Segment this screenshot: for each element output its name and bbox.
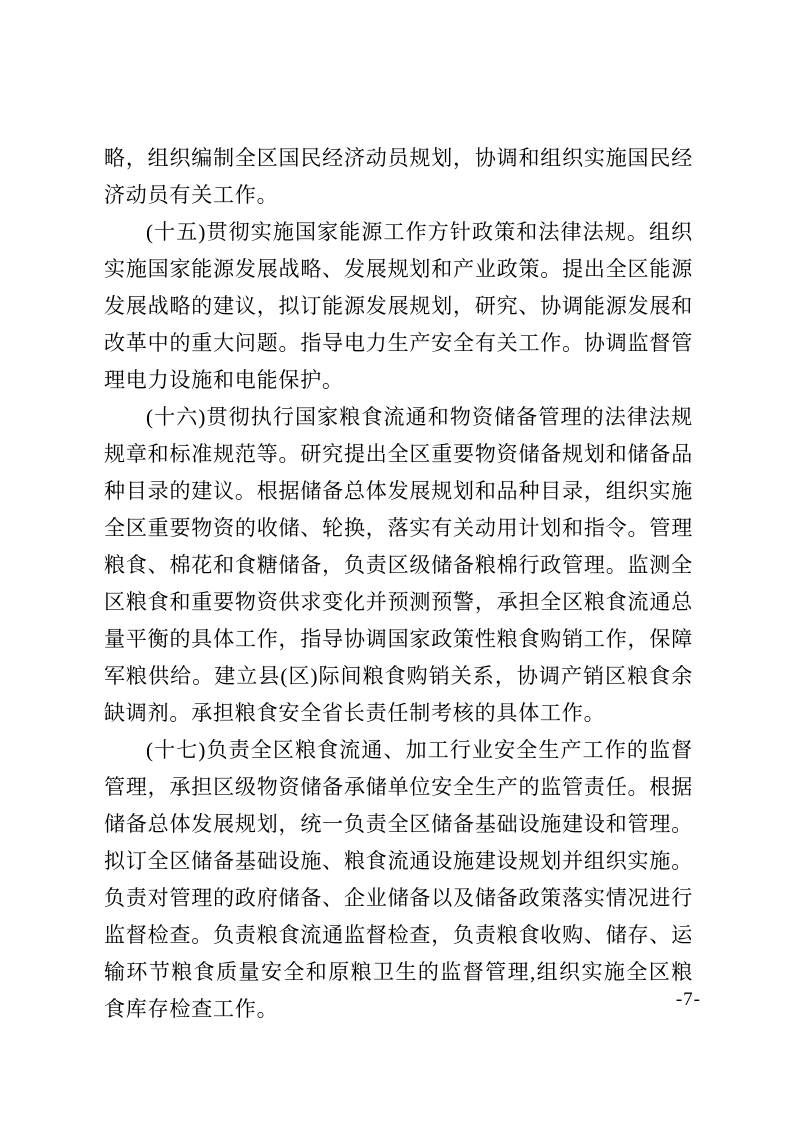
paragraph-continuation: 略，组织编制全区国民经济动员规划，协调和组织实施国民经济动员有关工作。	[104, 146, 693, 207]
paragraph-item-15: (十五)贯彻实施国家能源工作方针政策和法律法规。组织实施国家能源发展战略、发展规划和产业政策。提出全区能源发展战略的建议，拟订能源发展规划，研究、协调能源发展和改革中的重大问题。指导电力生产安全有关工作。协调监督管理电力设施和电能保护。	[104, 220, 693, 392]
paragraph-item-16: (十六)贯彻执行国家粮食流通和物资储备管理的法律法规规章和标准规范等。研究提出全区重要物资储备规划和储备品种目录的建议。根据储备总体发展规划和品种目录，组织实施全区重要物资的收储、轮换，落实有关动用计划和指令。管理粮食、棉花和食糖储备，负责区级储备粮棉行政管理。监测全区粮食和重要物资供求变化并预测预警，承担全区粮食流通总量平衡的具体工作，指导协调国家政策性粮食购销工作，保障军粮供给。建立县(区)际间粮食购销关系，协调产销区粮食余缺调剂。承担粮食安全省长责任制考核的具体工作。	[104, 405, 693, 725]
page-number: -7-	[675, 989, 701, 1010]
paragraph-item-17: (十七)负责全区粮食流通、加工行业安全生产工作的监督管理，承担区级物资储备承储单位安全生产的监管责任。根据储备总体发展规划，统一负责全区储备基础设施建设和管理。拟订全区储备基础设施、粮食流通设施建设规划并组织实施。负责对管理的政府储备、企业储备以及储备政策落实情况进行监督检查。负责粮食流通监督检查，负责粮食收购、储存、运输环节粮食质量安全和原粮卫生的监督管理,组织实施全区粮食库存检查工作。	[104, 738, 693, 1021]
document-body	[104, 140, 693, 1028]
